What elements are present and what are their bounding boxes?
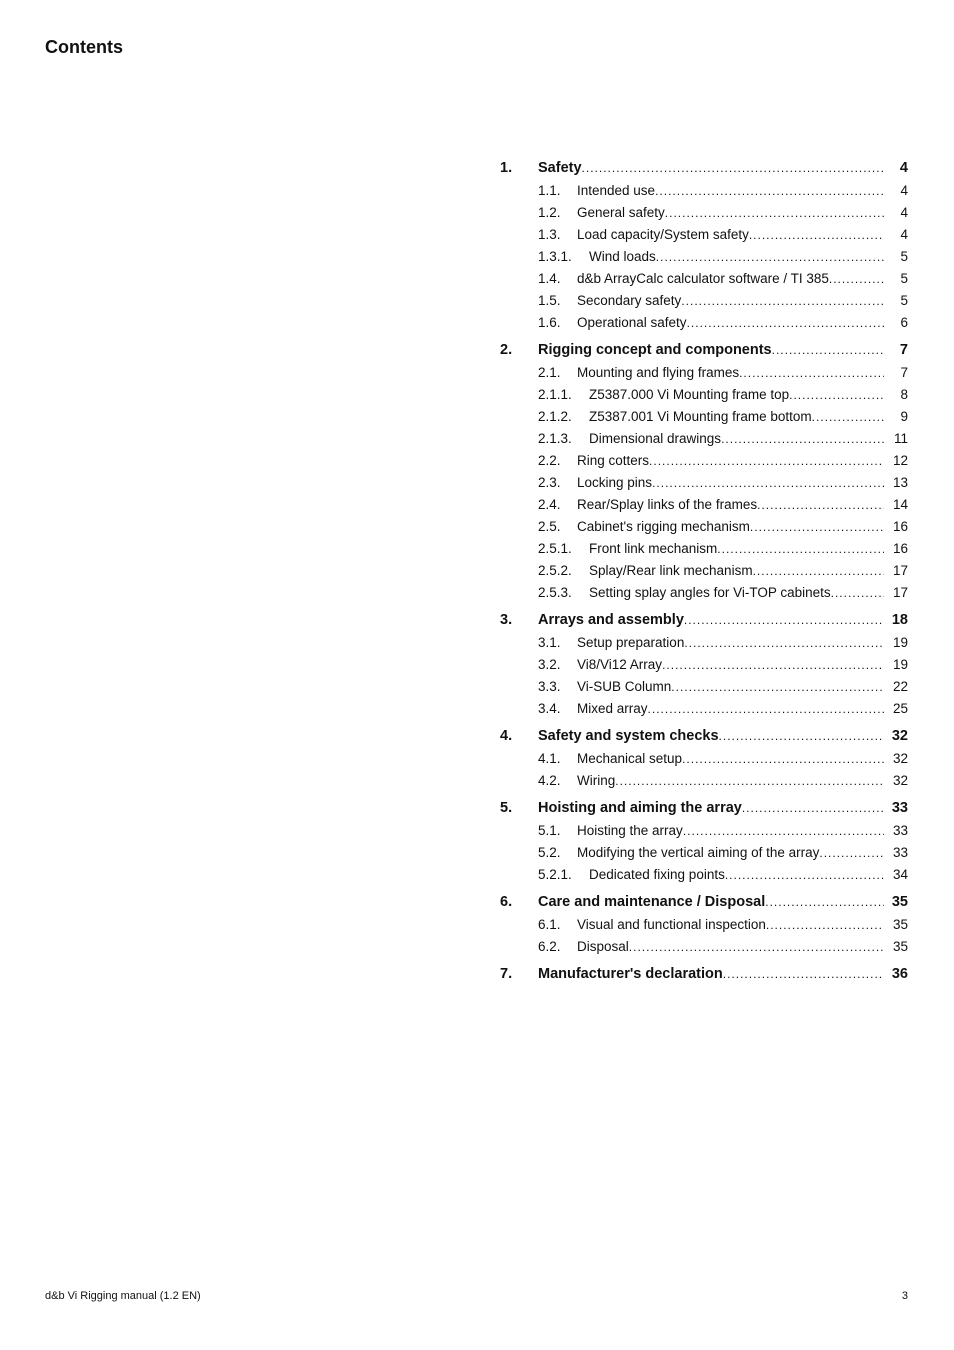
toc-subsubsection-entry[interactable] <box>500 406 908 428</box>
toc-dot-leader <box>772 338 884 362</box>
toc-entry-title-wrap <box>589 384 884 406</box>
toc-dot-leader <box>765 890 884 914</box>
toc-subsubsection-entry[interactable] <box>500 538 908 560</box>
toc-entry-title-wrap <box>577 698 884 720</box>
toc-entry-page: 18 <box>891 612 908 628</box>
toc-entry-number: 2.2. <box>538 453 561 468</box>
table-of-contents <box>500 156 908 990</box>
toc-dot-leader <box>789 384 884 406</box>
toc-section-entry[interactable] <box>500 224 908 246</box>
toc-entry-number: 4. <box>500 728 513 744</box>
toc-entry-page: 5 <box>900 293 908 308</box>
toc-entry-title: Mounting and flying frames <box>577 365 740 380</box>
toc-entry-title-wrap <box>589 428 884 450</box>
toc-subsubsection-entry[interactable] <box>500 560 908 582</box>
toc-section-entry[interactable] <box>500 290 908 312</box>
toc-dot-leader <box>717 538 884 560</box>
toc-dot-leader <box>629 936 884 958</box>
toc-entry-page: 7 <box>899 342 908 358</box>
toc-entry-page: 13 <box>892 475 908 490</box>
toc-entry-title-wrap <box>577 516 884 538</box>
toc-entry-title: Safety <box>538 160 582 176</box>
toc-entry-number: 2.3. <box>538 475 561 490</box>
toc-dot-leader <box>656 246 884 268</box>
toc-chapter-entry[interactable] <box>500 724 908 748</box>
toc-entry-number: 2.1.1. <box>538 387 572 402</box>
toc-entry-title-wrap <box>577 180 884 202</box>
toc-chapter <box>500 796 908 886</box>
toc-entry-page: 35 <box>892 939 908 954</box>
toc-entry-title-wrap <box>577 842 884 864</box>
toc-entry-number: 6.1. <box>538 917 561 932</box>
toc-entry-page: 16 <box>892 519 908 534</box>
toc-entry-number: 2.5.2. <box>538 563 572 578</box>
toc-entry-number: 1. <box>500 160 513 176</box>
toc-entry-title-wrap <box>538 338 884 362</box>
toc-entry-number: 2. <box>500 342 513 358</box>
toc-entry-title: Safety and system checks <box>538 728 719 744</box>
toc-entry-page: 33 <box>892 823 908 838</box>
toc-entry-page: 6 <box>900 315 908 330</box>
toc-dot-leader <box>684 608 884 632</box>
toc-dot-leader <box>665 202 884 224</box>
toc-entry-title: Secondary safety <box>577 293 682 308</box>
toc-section-entry[interactable] <box>500 472 908 494</box>
toc-entry-title-wrap <box>577 312 884 334</box>
toc-entry-page: 25 <box>892 701 908 716</box>
toc-chapter-entry[interactable] <box>500 608 908 632</box>
toc-entry-title-wrap <box>577 268 884 290</box>
toc-section-entry[interactable] <box>500 698 908 720</box>
toc-entry-title-wrap <box>589 560 884 582</box>
toc-entry-title-wrap <box>577 936 884 958</box>
toc-entry-page: 9 <box>900 409 908 424</box>
toc-section-entry[interactable] <box>500 516 908 538</box>
toc-chapter-entry[interactable] <box>500 156 908 180</box>
toc-entry-page: 4 <box>899 160 908 176</box>
toc-entry-number: 2.1.3. <box>538 431 572 446</box>
toc-entry-title: Z5387.001 Vi Mounting frame bottom <box>589 409 812 424</box>
toc-dot-leader <box>687 312 884 334</box>
toc-entry-number: 5.1. <box>538 823 561 838</box>
toc-dot-leader <box>671 676 884 698</box>
toc-entry-title-wrap <box>577 654 884 676</box>
toc-entry-title: Visual and functional inspection <box>577 917 766 932</box>
toc-entry-title-wrap <box>538 962 884 986</box>
toc-entry-title: Wiring <box>577 773 616 788</box>
toc-entry-page: 35 <box>891 894 908 910</box>
toc-dot-leader <box>652 472 884 494</box>
toc-section-entry[interactable] <box>500 268 908 290</box>
toc-section-entry[interactable] <box>500 202 908 224</box>
toc-section-entry[interactable] <box>500 842 908 864</box>
toc-entry-page: 34 <box>892 867 908 882</box>
toc-entry-number: 5. <box>500 800 513 816</box>
toc-dot-leader <box>615 770 884 792</box>
toc-entry-title: Dedicated fixing points <box>589 867 725 882</box>
toc-entry-number: 5.2. <box>538 845 561 860</box>
toc-entry-number: 2.5. <box>538 519 561 534</box>
toc-entry-title-wrap <box>589 864 884 886</box>
toc-entry-title-wrap <box>577 748 884 770</box>
toc-entry-title: Ring cotters <box>577 453 650 468</box>
toc-dot-leader <box>829 268 884 290</box>
toc-subsubsection-entry[interactable] <box>500 428 908 450</box>
toc-dot-leader <box>648 698 884 720</box>
toc-entry-number: 6.2. <box>538 939 561 954</box>
toc-dot-leader <box>681 290 884 312</box>
toc-entry-title: d&b ArrayCalc calculator software / TI 385 <box>577 271 829 286</box>
toc-subsubsection-entry[interactable] <box>500 246 908 268</box>
toc-entry-title-wrap <box>577 224 884 246</box>
toc-entry-number: 3. <box>500 612 513 628</box>
toc-dot-leader <box>725 864 884 886</box>
toc-entry-number: 6. <box>500 894 513 910</box>
toc-entry-number: 1.1. <box>538 183 561 198</box>
toc-entry-number: 1.2. <box>538 205 561 220</box>
toc-entry-number: 3.1. <box>538 635 561 650</box>
toc-entry-title-wrap <box>577 494 884 516</box>
toc-dot-leader <box>831 582 884 604</box>
toc-entry-page: 17 <box>892 585 908 600</box>
toc-entry-number: 3.3. <box>538 679 561 694</box>
toc-entry-title: Setting splay angles for Vi-TOP cabinets <box>589 585 831 600</box>
toc-entry-page: 33 <box>891 800 908 816</box>
toc-entry-number: 1.5. <box>538 293 561 308</box>
toc-entry-number: 2.5.3. <box>538 585 572 600</box>
toc-entry-title: Manufacturer's declaration <box>538 966 723 982</box>
toc-chapter <box>500 608 908 720</box>
toc-dot-leader <box>684 632 884 654</box>
toc-dot-leader <box>683 820 884 842</box>
toc-section-entry[interactable] <box>500 748 908 770</box>
toc-chapter <box>500 724 908 792</box>
toc-chapter-entry[interactable] <box>500 890 908 914</box>
toc-entry-title: Splay/Rear link mechanism <box>589 563 753 578</box>
toc-entry-page: 4 <box>900 227 908 242</box>
toc-entry-number: 2.1.2. <box>538 409 572 424</box>
toc-entry-title-wrap <box>577 290 884 312</box>
toc-section-entry[interactable] <box>500 632 908 654</box>
toc-entry-page: 4 <box>900 205 908 220</box>
toc-dot-leader <box>749 224 884 246</box>
toc-entry-number: 2.5.1. <box>538 541 572 556</box>
toc-entry-title-wrap <box>577 362 884 384</box>
toc-entry-title: Operational safety <box>577 315 687 330</box>
toc-entry-title-wrap <box>538 796 884 820</box>
toc-dot-leader <box>655 180 884 202</box>
toc-entry-title-wrap <box>577 676 884 698</box>
toc-chapter <box>500 890 908 958</box>
toc-entry-number: 1.4. <box>538 271 561 286</box>
toc-entry-page: 7 <box>900 365 908 380</box>
toc-dot-leader <box>742 796 884 820</box>
toc-dot-leader <box>812 406 884 428</box>
toc-entry-title: Hoisting the array <box>577 823 683 838</box>
toc-dot-leader <box>739 362 884 384</box>
toc-entry-title: Rear/Splay links of the frames <box>577 497 758 512</box>
toc-entry-number: 1.3.1. <box>538 249 572 264</box>
toc-entry-page: 4 <box>900 183 908 198</box>
footer-page-number: 3 <box>901 1290 908 1302</box>
toc-entry-title: Intended use <box>577 183 656 198</box>
toc-section-entry[interactable] <box>500 770 908 792</box>
toc-entry-page: 35 <box>892 917 908 932</box>
toc-entry-page: 19 <box>892 635 908 650</box>
toc-entry-title-wrap <box>577 632 884 654</box>
toc-dot-leader <box>757 494 884 516</box>
toc-entry-title-wrap <box>589 406 884 428</box>
toc-dot-leader <box>662 654 884 676</box>
toc-entry-number: 1.3. <box>538 227 561 242</box>
toc-entry-number: 4.1. <box>538 751 561 766</box>
toc-section-entry[interactable] <box>500 494 908 516</box>
toc-chapter <box>500 156 908 334</box>
toc-entry-number: 3.2. <box>538 657 561 672</box>
toc-entry-title: Wind loads <box>589 249 656 264</box>
toc-chapter <box>500 338 908 604</box>
toc-entry-title: Modifying the vertical aiming of the array <box>577 845 820 860</box>
toc-entry-number: 2.4. <box>538 497 561 512</box>
toc-section-entry[interactable] <box>500 654 908 676</box>
toc-entry-page: 33 <box>892 845 908 860</box>
toc-subsubsection-entry[interactable] <box>500 582 908 604</box>
toc-entry-page: 19 <box>892 657 908 672</box>
toc-chapter-entry[interactable] <box>500 796 908 820</box>
toc-entry-title: Load capacity/System safety <box>577 227 749 242</box>
toc-section-entry[interactable] <box>500 312 908 334</box>
toc-entry-page: 8 <box>900 387 908 402</box>
toc-entry-number: 4.2. <box>538 773 561 788</box>
toc-dot-leader <box>649 450 884 472</box>
toc-entry-title: Dimensional drawings <box>589 431 722 446</box>
toc-entry-title-wrap <box>589 538 884 560</box>
toc-entry-page: 5 <box>900 249 908 264</box>
toc-entry-page: 32 <box>892 751 908 766</box>
toc-subsubsection-entry[interactable] <box>500 384 908 406</box>
toc-entry-title: Locking pins <box>577 475 653 490</box>
toc-entry-number: 7. <box>500 966 513 982</box>
toc-entry-title: Hoisting and aiming the array <box>538 800 742 816</box>
toc-section-entry[interactable] <box>500 450 908 472</box>
toc-entry-title: Cabinet's rigging mechanism <box>577 519 750 534</box>
toc-entry-title-wrap <box>538 608 884 632</box>
toc-entry-title: Vi-SUB Column <box>577 679 672 694</box>
toc-dot-leader <box>721 428 884 450</box>
footer-document-title: d&b Vi Rigging manual (1.2 EN) <box>45 1290 201 1302</box>
toc-chapter <box>500 962 908 986</box>
toc-entry-title: Vi8/Vi12 Array <box>577 657 663 672</box>
toc-entry-title-wrap <box>538 890 884 914</box>
toc-dot-leader <box>819 842 884 864</box>
toc-section-entry[interactable] <box>500 180 908 202</box>
toc-entry-title-wrap <box>577 820 884 842</box>
toc-dot-leader <box>723 962 884 986</box>
toc-dot-leader <box>750 516 884 538</box>
toc-entry-number: 5.2.1. <box>538 867 572 882</box>
toc-entry-title-wrap <box>538 156 884 180</box>
toc-entry-title-wrap <box>538 724 884 748</box>
toc-entry-page: 16 <box>892 541 908 556</box>
toc-entry-title: Mechanical setup <box>577 751 683 766</box>
toc-dot-leader <box>582 156 884 180</box>
toc-chapter-entry[interactable] <box>500 962 908 986</box>
toc-entry-title: Front link mechanism <box>589 541 718 556</box>
toc-section-entry[interactable] <box>500 820 908 842</box>
toc-entry-title: Care and maintenance / Disposal <box>538 894 766 910</box>
toc-chapter-entry[interactable] <box>500 338 908 362</box>
toc-entry-number: 1.6. <box>538 315 561 330</box>
toc-entry-title: Rigging concept and components <box>538 342 772 358</box>
toc-entry-number: 2.1. <box>538 365 561 380</box>
toc-entry-title-wrap <box>577 202 884 224</box>
toc-entry-title-wrap <box>577 914 884 936</box>
toc-entry-page: 36 <box>891 966 908 982</box>
toc-entry-title-wrap <box>589 582 884 604</box>
toc-section-entry[interactable] <box>500 362 908 384</box>
page-title: Contents <box>45 37 123 57</box>
toc-section-entry[interactable] <box>500 936 908 958</box>
toc-entry-title: Setup preparation <box>577 635 685 650</box>
toc-subsubsection-entry[interactable] <box>500 864 908 886</box>
toc-entry-title-wrap <box>577 472 884 494</box>
toc-entry-title: General safety <box>577 205 665 220</box>
toc-dot-leader <box>766 914 884 936</box>
toc-entry-title-wrap <box>577 770 884 792</box>
toc-entry-page: 17 <box>892 563 908 578</box>
toc-entry-page: 32 <box>891 728 908 744</box>
toc-entry-number: 3.4. <box>538 701 561 716</box>
toc-entry-title-wrap <box>589 246 884 268</box>
toc-section-entry[interactable] <box>500 914 908 936</box>
toc-entry-page: 5 <box>900 271 908 286</box>
toc-dot-leader <box>682 748 884 770</box>
toc-section-entry[interactable] <box>500 676 908 698</box>
toc-dot-leader <box>753 560 884 582</box>
toc-entry-title: Mixed array <box>577 701 648 716</box>
toc-entry-title: Disposal <box>577 939 629 954</box>
toc-entry-title: Z5387.000 Vi Mounting frame top <box>589 387 790 402</box>
toc-entry-page: 14 <box>892 497 908 512</box>
toc-entry-page: 11 <box>893 431 908 446</box>
toc-entry-page: 12 <box>892 453 908 468</box>
toc-entry-title-wrap <box>577 450 884 472</box>
toc-entry-page: 22 <box>892 679 908 694</box>
toc-entry-title: Arrays and assembly <box>538 612 684 628</box>
toc-entry-page: 32 <box>892 773 908 788</box>
toc-dot-leader <box>719 724 884 748</box>
